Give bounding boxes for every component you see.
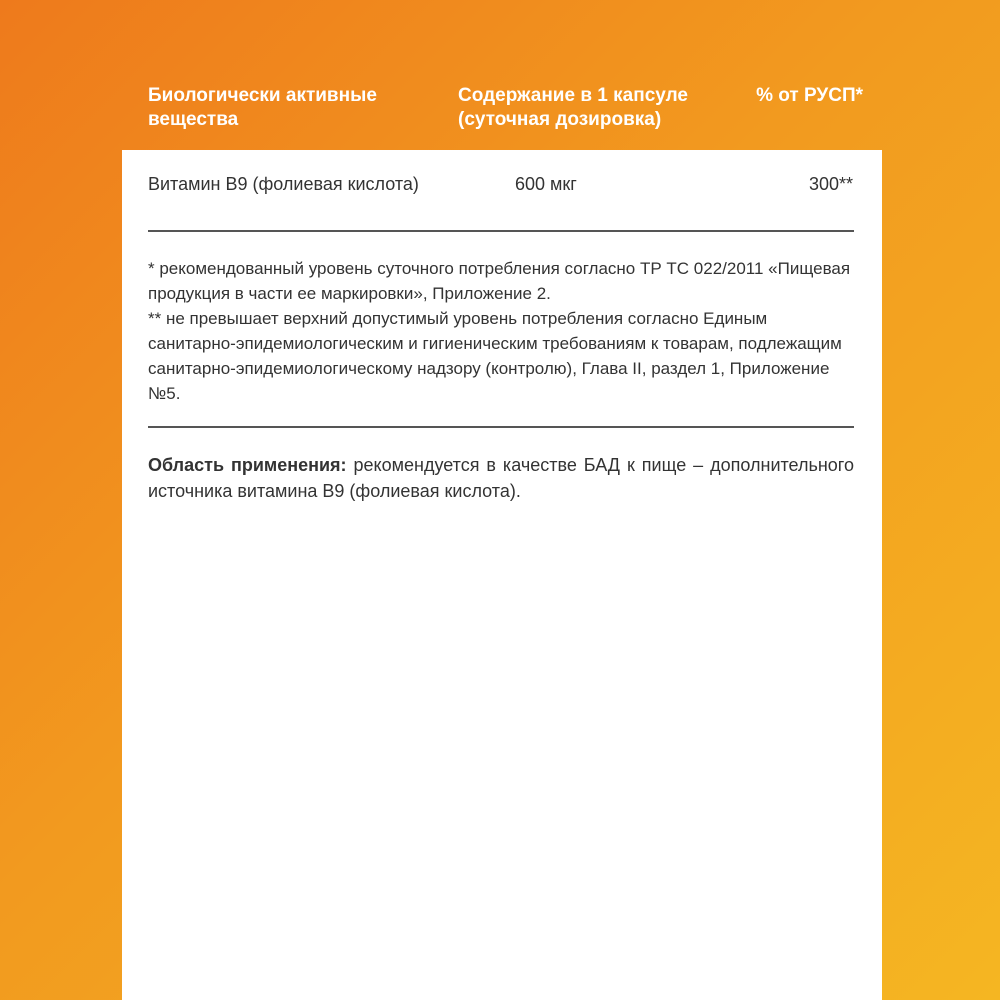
- divider: [148, 230, 854, 232]
- usage-text: рекомендуется в качестве БАД к пище – дополнительного источника витамина B9 (фолиевая кислота).: [148, 455, 854, 501]
- footnote-1: * рекомендованный уровень суточного потребления согласно ТР ТС 022/2011 «Пищевая продукция в части ее маркировки», Приложение 2.: [148, 259, 851, 303]
- usage-paragraph: [148, 452, 854, 504]
- header-percent: % от РУСП*: [756, 85, 863, 106]
- content-panel: [122, 150, 882, 1000]
- footnotes: [148, 256, 854, 406]
- divider: [148, 426, 854, 428]
- header-content: Содержание в 1 капсуле (суточная дозировка): [458, 85, 688, 130]
- footnote-2: ** не превышает верхний допустимый уровень потребления согласно Единым санитарно-эпидемиологическим и гигиеническим требованиям к товарам, подлежащим санитарно-эпидемиологическому надзору (контролю), Глава II, раздел 1, Приложение №5.: [148, 309, 842, 403]
- usage-label: Область применения:: [148, 455, 347, 475]
- row-amount: 600 мкг: [515, 174, 577, 194]
- row-percent: 300**: [808, 174, 853, 194]
- row-substance-name: Витамин B9 (фолиевая кислота): [148, 174, 419, 194]
- table-header: [122, 0, 882, 150]
- header-substance: Биологически активные вещества: [148, 85, 377, 130]
